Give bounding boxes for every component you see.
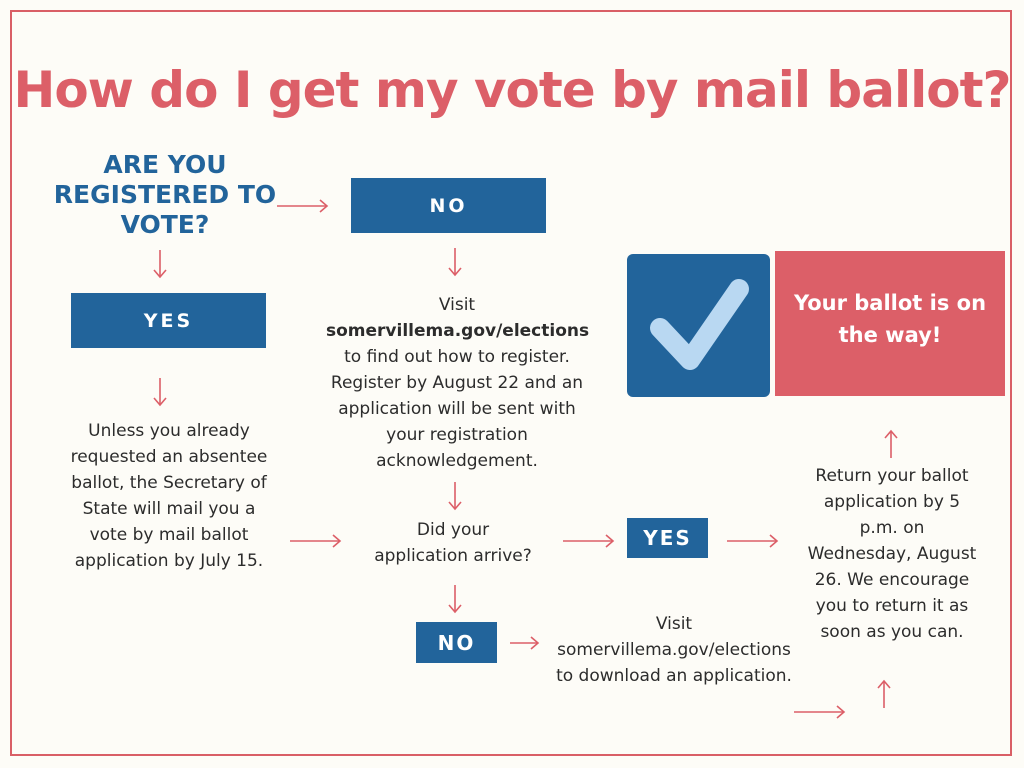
arrow-right-icon bbox=[277, 200, 327, 212]
arrow-right-icon bbox=[563, 535, 613, 547]
return-text: Return your ballot application by 5 p.m. on Wednesday, August 26. We encourage you to return it as soon as you can. bbox=[807, 466, 977, 642]
yes-mid-label: YES bbox=[643, 526, 692, 550]
arrow-right-icon bbox=[510, 637, 538, 649]
arrow-down-icon bbox=[154, 250, 166, 277]
no-bottom-label: NO bbox=[437, 630, 476, 655]
arrow-down-icon bbox=[449, 482, 461, 509]
arrow-up-icon bbox=[885, 431, 897, 458]
ballot-on-way-box: Your ballot is on the way! bbox=[775, 251, 1005, 396]
elections-link: somervillema.gov/elections bbox=[326, 321, 590, 341]
arrow-right-icon bbox=[727, 535, 777, 547]
register-details: to find out how to register. Register by August 22 and an application will be sent with your registration acknowledgement. bbox=[330, 347, 584, 471]
arrow-right-icon bbox=[794, 706, 844, 718]
unless-text: Unless you already requested an absentee ballot, the Secretary of State will mail you a vote by mail ballot application by July 15. bbox=[70, 421, 268, 571]
arrow-down-icon bbox=[449, 585, 461, 612]
no-top-label: NO bbox=[429, 194, 468, 217]
registered-question: ARE YOU REGISTERED TO VOTE? bbox=[53, 150, 277, 239]
yes-left-label: YES bbox=[143, 309, 194, 332]
arrow-down-icon bbox=[154, 378, 166, 405]
download-text: Visit somervillema.gov/elections to download an application. bbox=[556, 614, 792, 686]
page-title: How do I get my vote by mail ballot? bbox=[13, 61, 1011, 119]
visit-prefix: Visit bbox=[438, 295, 476, 315]
arrow-down-icon bbox=[449, 248, 461, 275]
did-arrive-text: Did your application arrive? bbox=[374, 520, 532, 566]
arrow-right-icon bbox=[290, 535, 340, 547]
arrow-up-icon bbox=[878, 681, 890, 708]
